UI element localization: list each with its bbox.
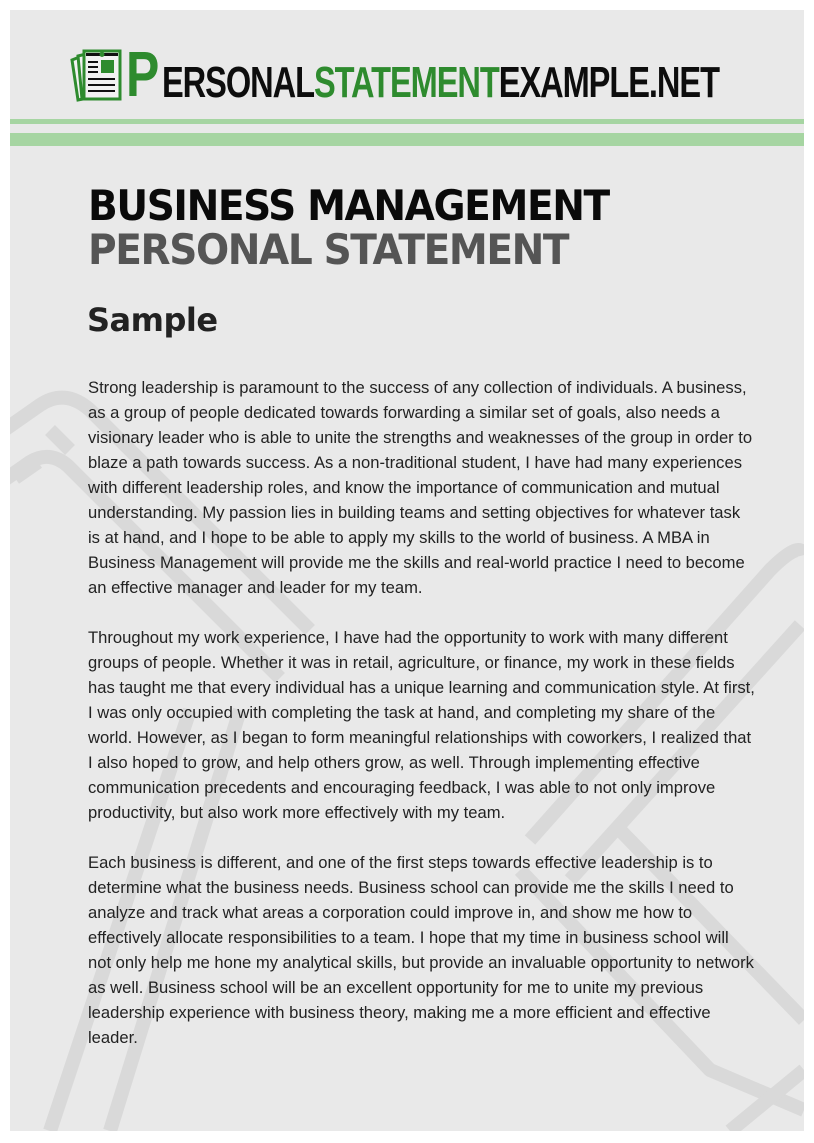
logo-domain xyxy=(162,58,719,107)
title-line-1: BUSINESS MANAGEMENT xyxy=(88,181,609,230)
paragraph-1: Strong leadership is paramount to the success of any collection of individuals. A business, as a group of people dedicated towards forwarding a similar set of goals, also needs a visionary leader who is able to unite the strengths and weaknesses of the group in order to blaze a path towards success. As a non-traditional student, I have had many experiences with different leadership roles, and know the importance of communication and mutual understanding. My passion lies in building teams and setting objectives for whatever task is at hand, and I hope to be able to apply my skills to the world of business. A MBA in Business Management will provide me the skills and real-world practice I need to become an effective manager and leader for my team. xyxy=(88,378,753,597)
logo-initial: P xyxy=(126,38,158,110)
logo-part-personal: ERSONAL xyxy=(162,58,314,107)
document-page xyxy=(10,10,804,1131)
paragraph-3: Each business is different, and one of the first steps towards effective leadership is to determine what the business needs. Business school can provide me the skills I need to analyze and track what areas a corporation could improve in, and show me how to effectively allocate responsibilities to a team. I hope that my time in business school will not only help me hone my analytical skills, but provide an invaluable opportunity to network as well. Business school will be an excellent opportunity for me to unite my previous leadership experience with business theory, making me a more efficient and effective leader. xyxy=(88,853,754,1047)
header-rule-thin xyxy=(10,119,804,124)
paragraph-2: Throughout my work experience, I have had the opportunity to work with many different groups of people. Whether it was in retail, agriculture, or finance, my work in these fields has taught me that every individual has a unique learning and communication style. At first, I was only occupied with completing the task at hand, and completing my share of the world. However, as I began to form meaningful relationships with coworkers, I realized that I also hoped to grow, and help others grow, as well. Through implementing effective communication precedents and encouraging feedback, I was able to not only improve productivity, but also work more effectively with my team. xyxy=(88,628,755,822)
page-title xyxy=(88,181,648,274)
logo-part-statement: STATEMENT xyxy=(313,58,499,107)
statement-body xyxy=(88,375,756,1075)
sample-heading: Sample xyxy=(87,301,218,339)
header-rule-thick xyxy=(10,133,804,146)
document-stack-icon xyxy=(68,48,124,102)
logo-wordmark xyxy=(126,38,804,110)
title-line-2: PERSONAL STATEMENT xyxy=(88,225,569,274)
logo-part-example: EXAMPLE.NET xyxy=(498,58,719,107)
site-logo[interactable] xyxy=(68,38,804,110)
